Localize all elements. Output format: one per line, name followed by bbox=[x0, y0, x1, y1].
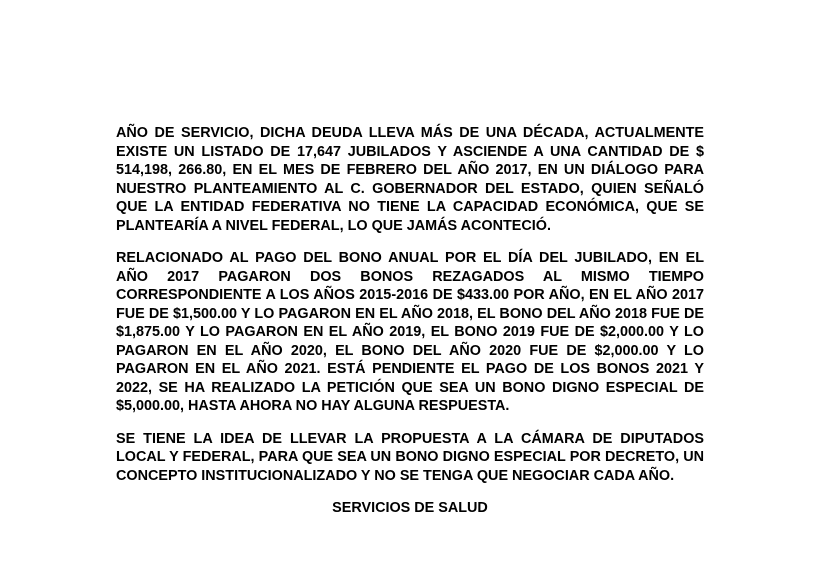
paragraph-proposal: SE TIENE LA IDEA DE LLEVAR LA PROPUESTA A LA CÁMARA DE DIPUTADOS LOCAL Y FEDERAL, PARA QUE SEA UN BONO DIGNO ESPECIAL POR DECRETO, UN CONCEPTO INSTITUCIONALIZADO Y NO SE TENGA QUE NEGOCIAR CADA AÑO. bbox=[116, 430, 704, 484]
document-body bbox=[116, 124, 704, 518]
paragraph-annual-bonus: RELACIONADO AL PAGO DEL BONO ANUAL POR EL DÍA DEL JUBILADO, EN EL AÑO 2017 PAGARON DOS BONOS REZAGADOS AL MISMO TIEMPO CORRESPONDIENTE A LOS AÑOS 2015-2016 DE $433.00 POR AÑO, EN EL AÑO 2017 FUE DE $1,500.00 Y LO PAGARON EN EL AÑO 2018, EL BONO DEL AÑO 2018 FUE DE $1,875.00 Y LO PAGARON EN EL AÑO 2019, EL BONO 2019 FUE DE $2,000.00 Y LO PAGARON EN EL AÑO 2020, EL BONO DEL AÑO 2020 FUE DE $2,000.00 Y LO PAGARON EN EL AÑO 2021. ESTÁ PENDIENTE EL PAGO DE LOS BONOS 2021 Y 2022, SE HA REALIZADO LA PETICIÓN QUE SEA UN BONO DIGNO ESPECIAL DE $5,000.00, HASTA AHORA NO HAY ALGUNA RESPUESTA. bbox=[116, 250, 704, 414]
paragraph-debt: AÑO DE SERVICIO, DICHA DEUDA LLEVA MÁS DE UNA DÉCADA, ACTUALMENTE EXISTE UN LISTADO DE 17,647 JUBILADOS Y ASCIENDE A UNA CANTIDAD DE $ 514,198, 266.80, EN EL MES DE FEBRERO DEL AÑO 2017, EN UN DIÁLOGO PARA NUESTRO PLANTEAMIENTO AL C. GOBERNADOR DEL ESTADO, QUIEN SEÑALÓ QUE LA ENTIDAD FEDERATIVA NO TIENE LA CAPACIDAD ECONÓMICA, QUE SE PLANTEARÍA A NIVEL FEDERAL, LO QUE JAMÁS ACONTECIÓ. bbox=[116, 125, 704, 234]
section-heading: SERVICIOS DE SALUD bbox=[332, 500, 488, 516]
